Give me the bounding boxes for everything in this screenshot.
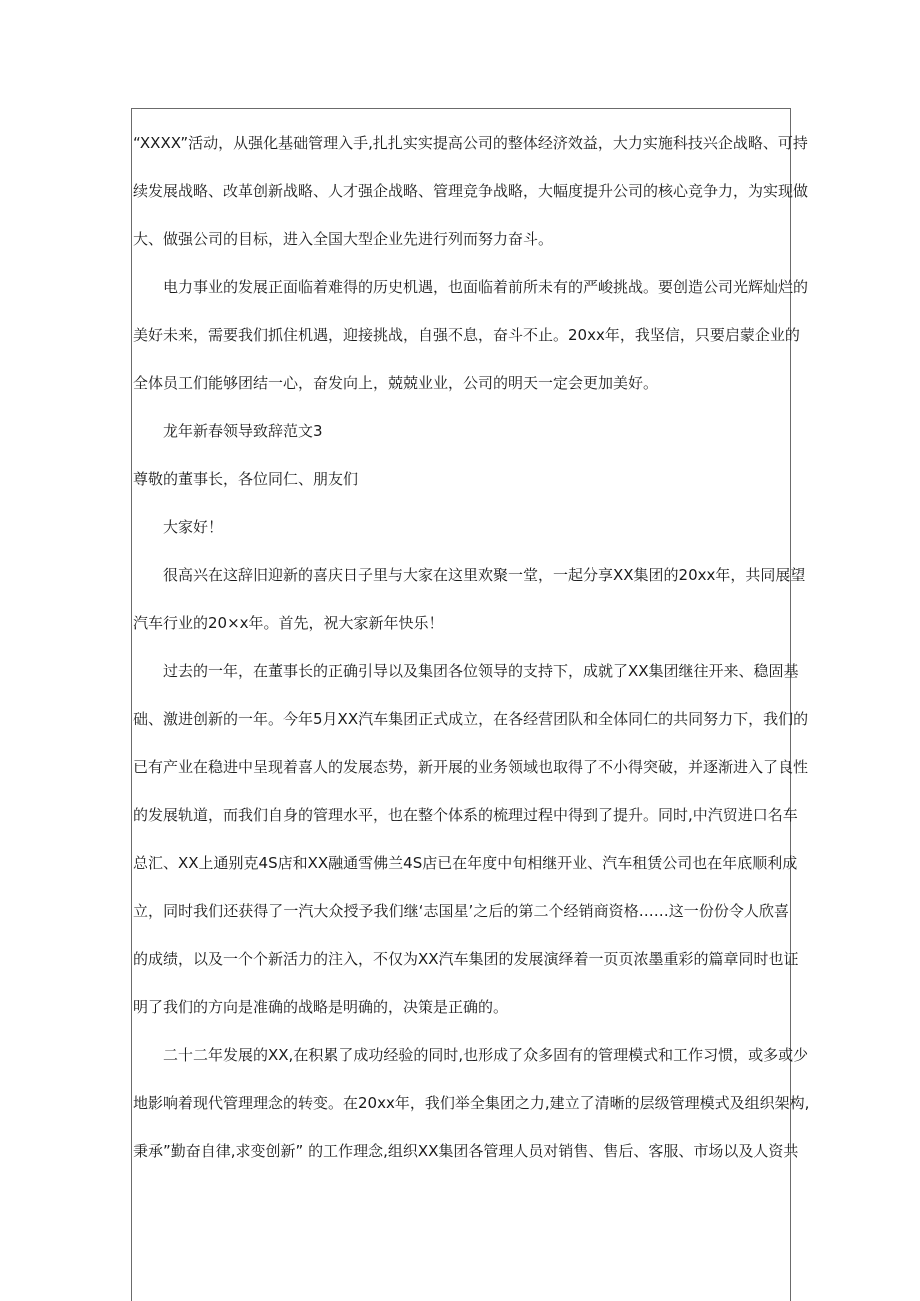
- paragraph-line: 明了我们的方向是准确的战略是明确的，决策是正确的。: [133, 998, 509, 1016]
- paragraph-line: 秉承”勤奋自律,求变创新” 的工作理念,组织XX集团各管理人员对销售、售后、客服、市场以及人资共: [133, 1142, 799, 1160]
- paragraph-line: 立，同时我们还获得了一汽大众授予我们继‘志国星’之后的第二个经销商资格……这一份份令人欣喜: [133, 902, 789, 920]
- paragraph-line: 电力事业的发展正面临着难得的历史机遇，也面临着前所未有的严峻挑战。要创造公司光辉灿烂的: [163, 278, 809, 296]
- greeting: 大家好！: [163, 518, 224, 536]
- paragraph-line: “XXXX”活动，从强化基础管理入手,扎扎实实提高公司的整体经济效益，大力实施科技兴企战略、可持: [133, 134, 808, 152]
- paragraph-line: 大、做强公司的目标，进入全国大型企业先进行列而努力奋斗。: [133, 230, 554, 248]
- paragraph-line: 续发展战略、改革创新战略、人才强企战略、管理竞争战略，大幅度提升公司的核心竞争力，为实现做: [133, 182, 809, 200]
- paragraph-line: 的发展轨道，而我们自身的管理水平，也在整个体系的梳理过程中得到了提升。同时,中汽贸进口名车: [133, 806, 798, 824]
- paragraph-line: 的成绩，以及一个个新活力的注入，不仅为XX汽车集团的发展演绎着一页页浓墨重彩的篇章同时也证: [133, 950, 799, 968]
- paragraph-line: 汽车行业的20×x年。首先，祝大家新年快乐！: [133, 614, 444, 632]
- paragraph-line: 过去的一年，在董事长的正确引导以及集团各位领导的支持下，成就了XX集团继往开来、稳固基: [163, 662, 799, 680]
- paragraph-line: 已有产业在稳进中呈现着喜人的发展态势，新开展的业务领域也取得了不小得突破，并逐渐进入了良性: [133, 758, 809, 776]
- paragraph-line: 总汇、XX上通别克4S店和XX融通雪佛兰4S店已在年度中旬相继开业、汽车租赁公司也在年底顺利成: [133, 854, 798, 872]
- section-heading: 龙年新春领导致辞范文3: [163, 422, 323, 440]
- paragraph-line: 础、激进创新的一年。今年5月XX汽车集团正式成立，在各经营团队和全体同仁的共同努力下，我们的: [133, 710, 809, 728]
- paragraph-line: 美好未来，需要我们抓住机遇，迎接挑战，自强不息，奋斗不止。20xx年，我坚信，只要启蒙企业的: [133, 326, 800, 344]
- paragraph-line: 全体员工们能够团结一心，奋发向上，兢兢业业，公司的明天一定会更加美好。: [133, 374, 659, 392]
- paragraph-line: 地影响着现代管理理念的转变。在20xx年，我们举全集团之力,建立了清晰的层级管理模式及组织架构,: [133, 1094, 810, 1112]
- paragraph-line: 二十二年发展的XX,在积累了成功经验的同时,也形成了众多固有的管理模式和工作习惯，或多或少: [163, 1046, 809, 1064]
- paragraph-line: 很高兴在这辞旧迎新的喜庆日子里与大家在这里欢聚一堂，一起分享XX集团的20xx年，共同展望: [163, 566, 806, 584]
- salutation: 尊敬的董事长，各位同仁、朋友们: [133, 470, 359, 488]
